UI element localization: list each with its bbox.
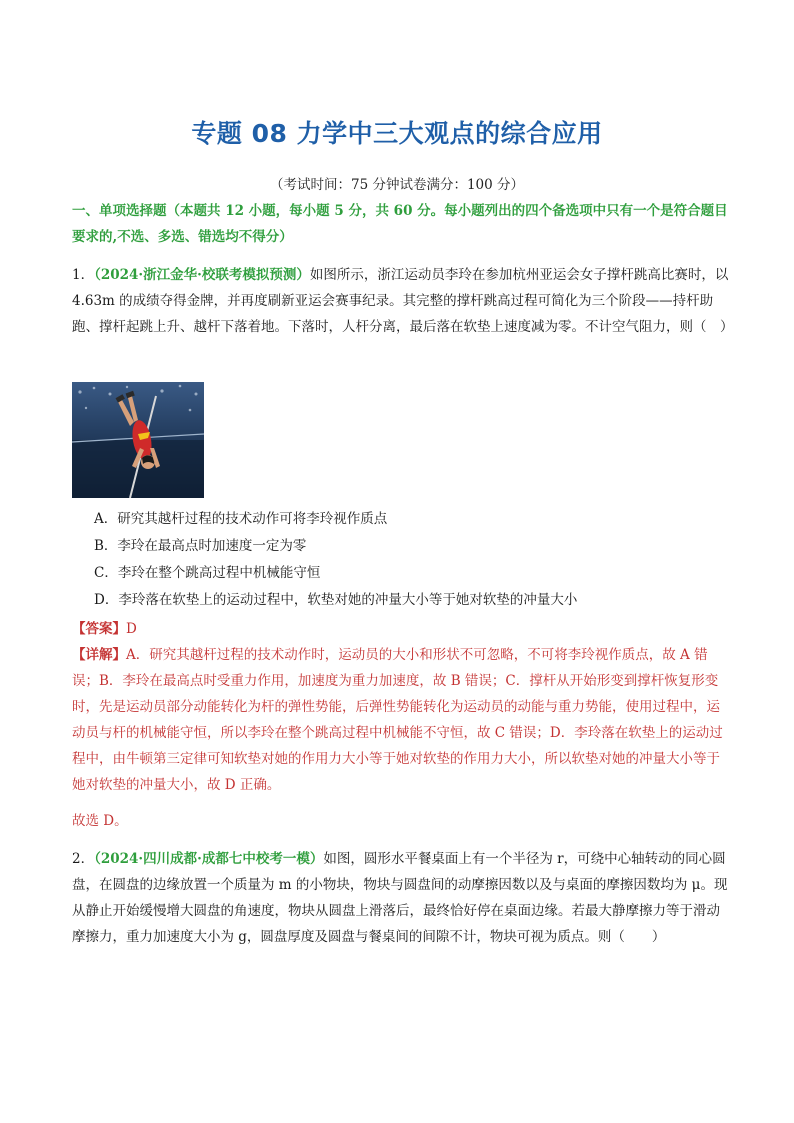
question-number: 1． xyxy=(72,267,95,283)
detail-conclusion: 故选 D。 xyxy=(72,813,128,829)
answer-line xyxy=(72,616,732,642)
page-title: 专题 08 力学中三大观点的综合应用 xyxy=(191,119,603,148)
question-source: （2024·四川成都·成都七中校考一模） xyxy=(94,851,324,867)
detail-explanation xyxy=(72,642,732,798)
section-heading: 一、单项选择题（本题共 12 小题，每小题 5 分，共 60 分。每小题列出的四个备选项中只有一个是符合题目要求的,不选、多选、错选均不得分） xyxy=(72,203,728,245)
question-1-stem xyxy=(72,262,732,340)
option-c: C．李玲在整个跳高过程中机械能守恒 xyxy=(94,565,321,581)
pole-vault-photo xyxy=(72,382,204,498)
option-d: D．李玲落在软垫上的运动过程中，软垫对她的冲量大小等于她对软垫的冲量大小 xyxy=(94,592,578,608)
detail-label: 【详解】 xyxy=(72,647,126,663)
question-2-stem xyxy=(72,846,732,950)
exam-info: （考试时间：75 分钟试卷满分：100 分） xyxy=(269,177,525,193)
detail-text: A．研究其越杆过程的技术动作时，运动员的大小和形状不可忽略，不可将李玲视作质点，故 A 错误；B．李玲在最高点时受重力作用，加速度为重力加速度，故 B 错误；C．撑杆从开始形变到撑杆恢复形变时，先是运动员部分动能转化为杆的弹性势能，后弹性势能转化为运动员的动能与重力势能，使用过程中，运动员与杆的机械能守恒，所以李玲在整个跳高过程中机械能不守恒，故 C 错误；D．李玲落在软垫上的运动过程中，由牛顿第三定律可知软垫对她的作用力大小等于她对软垫的作用力大小，所以软垫对她的冲量大小等于她对软垫的冲量大小，故 D 正确。 xyxy=(72,647,723,793)
answer-label: 【答案】 xyxy=(72,621,126,637)
question-source: （2024·浙江金华·校联考模拟预测） xyxy=(94,267,310,283)
question-number: 2． xyxy=(72,851,95,867)
question-text: 如图所示，浙江运动员李玲在参加杭州亚运会女子撑杆跳高比赛时，以 4.63m 的成绩夺得金牌，并再度刷新亚运会赛事纪录。其完整的撑杆跳高过程可简化为三个阶段——持杆助跑、撑杆起跳上升、越杆下落着地。下落时，人杆分离，最后落在软垫上速度减为零。不计空气阻力，则（ ） xyxy=(72,267,734,335)
question-text: 如图，圆形水平餐桌面上有一个半径为 r，可绕中心轴转动的同心圆盘，在圆盘的边缘放置一个质量为 m 的小物块，物块与圆盘间的动摩擦因数以及与桌面的摩擦因数均为 μ。现从静止开始缓慢增大圆盘的角速度，物块从圆盘上滑落后，最终恰好停在桌面边缘。若最大静摩擦力等于滑动摩擦力，重力加速度大小为 g，圆盘厚度及圆盘与餐桌间的间隙不计，物块可视为质点。则（ ） xyxy=(72,851,728,945)
answer-value: D xyxy=(126,621,137,637)
option-b: B．李玲在最高点时加速度一定为零 xyxy=(94,538,307,554)
option-a: A．研究其越杆过程的技术动作可将李玲视作质点 xyxy=(94,511,388,527)
